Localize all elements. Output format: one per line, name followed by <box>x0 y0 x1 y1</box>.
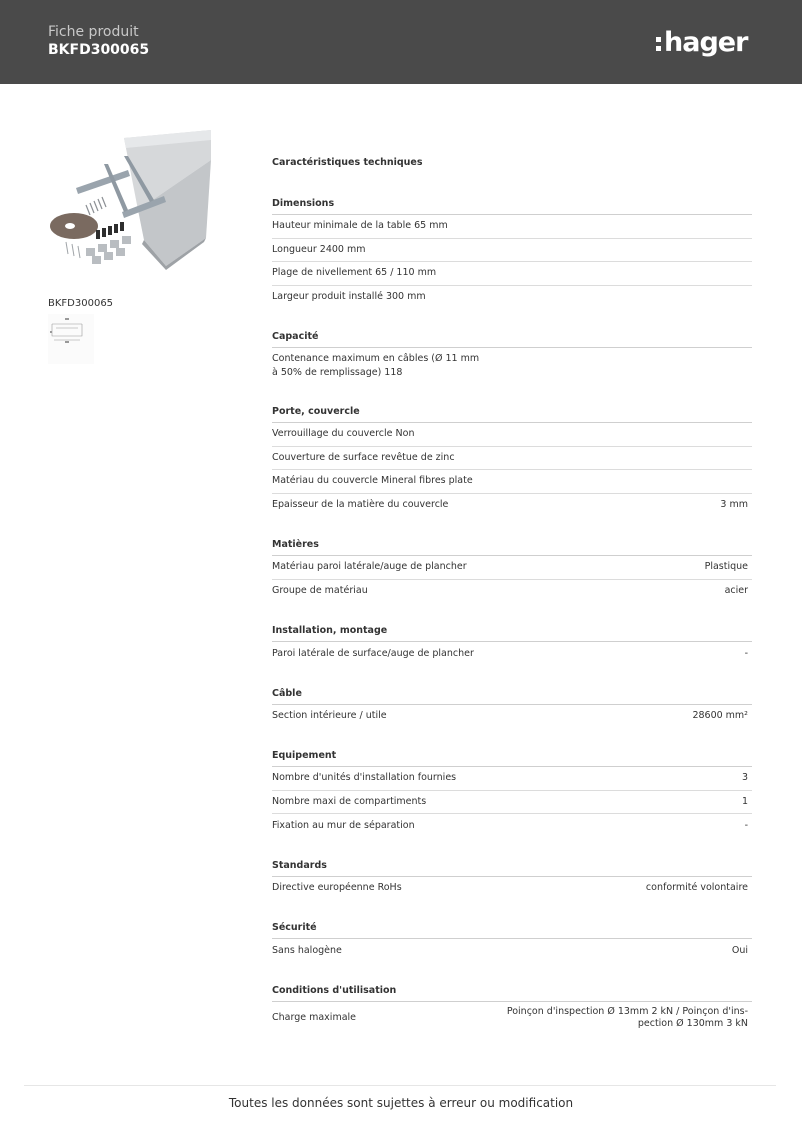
dimension-drawing-thumbnail <box>48 314 94 364</box>
spec-row <box>272 814 752 838</box>
spec-label: Directive européenne RoHs <box>272 882 402 894</box>
section-title: Porte, couvercle <box>272 384 752 423</box>
spec-label: Nombre maxi de compartiments <box>272 795 427 807</box>
section-title: Sécurité <box>272 900 752 939</box>
spec-row <box>272 877 752 901</box>
footer-divider <box>24 1085 776 1086</box>
spec-label: Fixation au mur de séparation <box>272 819 415 831</box>
spec-row <box>272 939 752 963</box>
technical-specifications <box>272 150 752 1034</box>
spec-value: - <box>744 647 748 659</box>
logo-wordmark: hager <box>664 26 748 58</box>
spec-label: Nombre d'unités d'installation fournies <box>272 772 457 784</box>
image-caption-reference: BKFD300065 <box>48 298 114 309</box>
spec-row <box>272 791 752 815</box>
section-title: Matières <box>272 517 752 556</box>
spec-value: acier <box>724 585 748 597</box>
spec-label: Matériau du couvercle Mineral fibres plate <box>272 475 473 487</box>
spec-row <box>272 286 752 310</box>
spec-row <box>272 348 752 384</box>
spec-label: Paroi latérale de surface/auge de plancher <box>272 647 474 659</box>
section-rows <box>272 642 752 666</box>
spec-row <box>272 239 752 263</box>
section-title: Dimensions <box>272 176 752 215</box>
section-rows <box>272 877 752 901</box>
spec-value: conformité volontaire <box>645 882 748 894</box>
section-title: Câble <box>272 666 752 705</box>
spec-label: Sans halogène <box>272 944 342 956</box>
section-rows <box>272 767 752 838</box>
spec-row <box>272 447 752 471</box>
spec-row <box>272 556 752 580</box>
section-rows <box>272 423 752 517</box>
section-title: Installation, montage <box>272 603 752 642</box>
spec-row <box>272 642 752 666</box>
spec-label: Couverture de surface revêtue de zinc <box>272 451 455 463</box>
spec-value: 1 <box>741 795 748 807</box>
spec-row <box>272 262 752 286</box>
section-title: Capacité <box>272 309 752 348</box>
spec-sections <box>272 176 752 1034</box>
spec-value: 28600 mm² <box>692 710 748 722</box>
product-reference: BKFD300065 <box>48 42 150 58</box>
spec-row <box>272 767 752 791</box>
spec-label: Hauteur minimale de la table 65 mm <box>272 220 448 232</box>
spec-label: Epaisseur de la matière du couvercle <box>272 499 449 511</box>
spec-row <box>272 494 752 518</box>
spec-label: Groupe de matériau <box>272 585 368 597</box>
section-title: Standards <box>272 838 752 877</box>
header-bar <box>0 0 802 84</box>
spec-row <box>272 705 752 729</box>
specifications-title: Caractéristiques techniques <box>272 157 423 168</box>
spec-label: Plage de nivellement 65 / 110 mm <box>272 267 437 279</box>
section-rows <box>272 348 752 384</box>
spec-row <box>272 1002 752 1034</box>
spec-row <box>272 423 752 447</box>
product-image <box>46 130 212 270</box>
spec-row <box>272 580 752 604</box>
section-rows <box>272 939 752 963</box>
spec-row <box>272 215 752 239</box>
spec-label: Contenance maximum en câbles (Ø 11 mm à 50% de remplissage) 118 <box>272 353 480 378</box>
spec-value: Poinçon d'inspection Ø 13mm 2 kN / Poinçon d'ins-pection Ø 130mm 3 kN <box>506 1005 748 1029</box>
section-title: Equipement <box>272 728 752 767</box>
section-rows <box>272 705 752 729</box>
section-rows <box>272 1002 752 1034</box>
spec-label: Section intérieure / utile <box>272 710 387 722</box>
spec-label: Longueur 2400 mm <box>272 243 366 255</box>
hager-logo <box>656 22 747 62</box>
spec-label: Matériau paroi latérale/auge de plancher <box>272 561 467 573</box>
footer-disclaimer: Toutes les données sont sujettes à erreur ou modification <box>228 1096 574 1110</box>
spec-value: 3 <box>741 772 748 784</box>
spec-label: Verrouillage du couvercle Non <box>272 428 415 440</box>
spec-row <box>272 470 752 494</box>
spec-value: - <box>744 819 748 831</box>
spec-label: Charge maximale <box>272 1011 357 1023</box>
spec-value: Oui <box>731 944 748 956</box>
section-title: Conditions d'utilisation <box>272 963 752 1002</box>
section-rows <box>272 556 752 603</box>
section-rows <box>272 215 752 309</box>
document-type: Fiche produit <box>48 24 139 40</box>
spec-value: 3 mm <box>720 499 748 511</box>
spec-label: Largeur produit installé 300 mm <box>272 291 426 303</box>
spec-value: Plastique <box>704 561 748 573</box>
